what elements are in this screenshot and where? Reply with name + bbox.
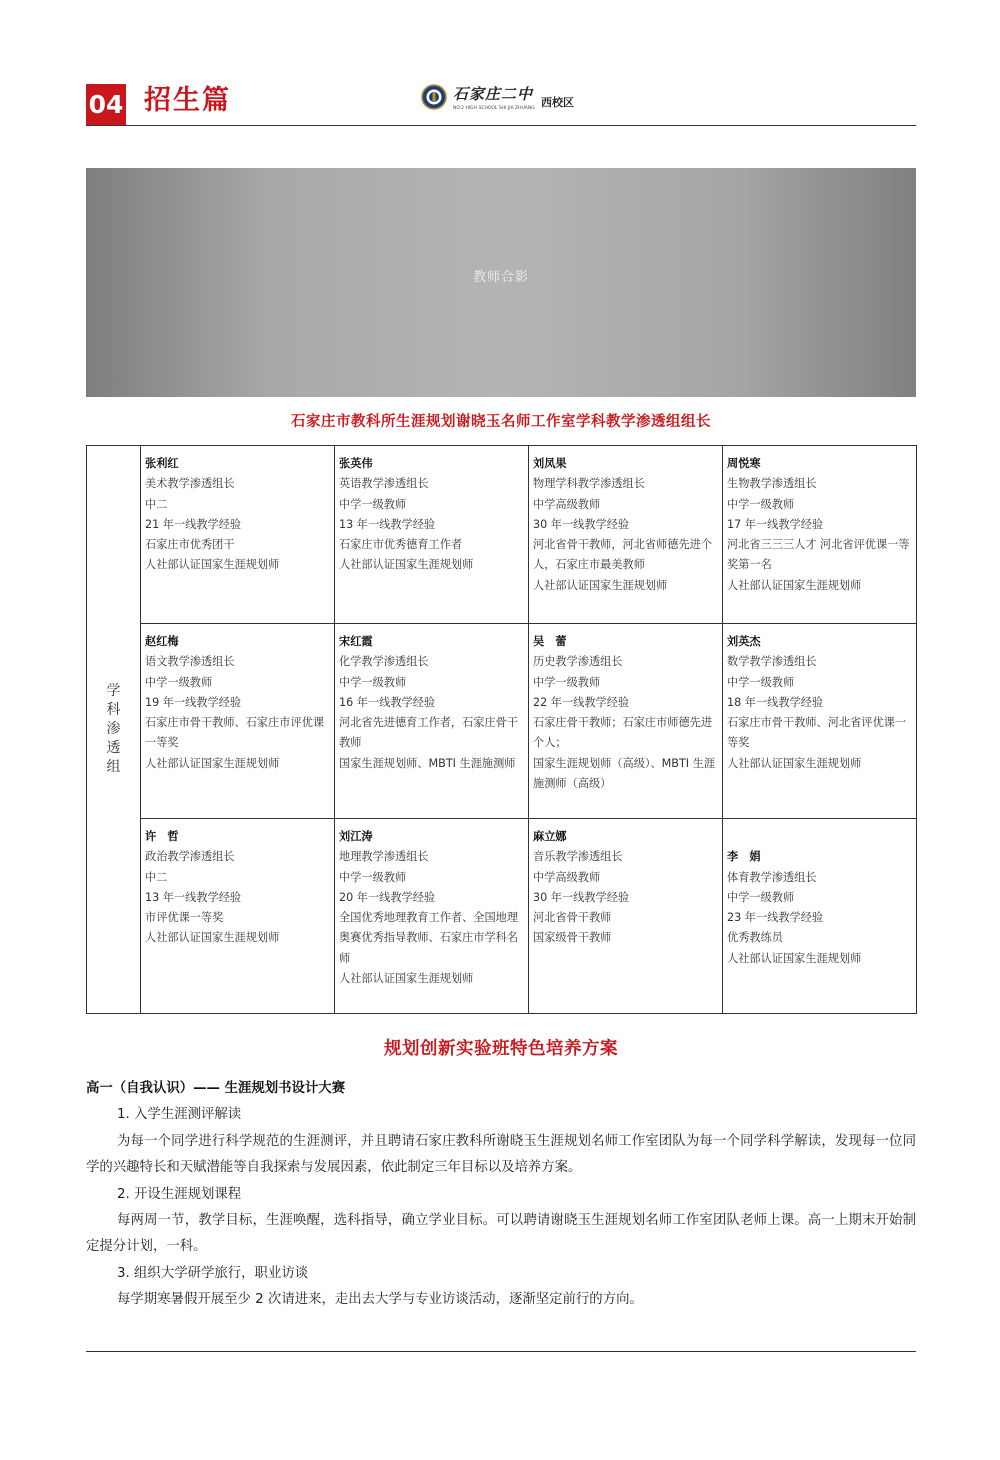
teacher-detail: 中学一级教师: [727, 497, 795, 511]
school-logo: [421, 84, 621, 120]
page-number: 04: [86, 84, 126, 126]
header-rule: [86, 125, 916, 126]
group-label: 学科渗透组: [106, 683, 121, 775]
teacher-name: 麻立娜: [533, 830, 567, 843]
teacher-detail: 中学一级教师: [339, 497, 407, 511]
teacher-name: 许 哲: [145, 830, 179, 843]
photo-placeholder-label: 教师合影: [472, 270, 529, 285]
teacher-detail: 中学一级教师: [339, 870, 407, 884]
plan-title: 规划创新实验班特色培养方案: [384, 1039, 618, 1059]
plan-heading: 高一（自我认识）—— 生涯规划书设计大赛: [86, 1081, 346, 1096]
teacher-name: 张英伟: [339, 457, 373, 470]
plan-item-title: 3. 组织大学研学旅行，职业访谈: [117, 1265, 309, 1281]
teacher-detail: 中二: [145, 870, 168, 884]
campus-name: 西校区: [541, 96, 574, 109]
table-row: [87, 819, 917, 1014]
teacher-detail: 人社部认证国家生涯规划师: [727, 756, 862, 770]
table-row: [87, 446, 917, 624]
teacher-detail: 河北省三三三人才 河北省评优课一等奖第一名: [727, 538, 910, 572]
page-header: [86, 78, 916, 126]
teacher-detail: 国家生涯规划师、MBTI 生涯施测师: [339, 756, 516, 770]
section-title: 招生篇: [144, 85, 231, 116]
teacher-detail: 人社部认证国家生涯规划师: [727, 578, 862, 592]
teacher-detail: 人社部认证国家生涯规划师: [145, 931, 280, 945]
teacher-name: 吴 蕾: [533, 635, 567, 648]
teacher-cell: [335, 819, 529, 1014]
footer-rule: [86, 1351, 916, 1352]
group-label-cell: [87, 446, 141, 1014]
teacher-cell: [335, 446, 529, 624]
teacher-cell: [141, 446, 335, 624]
teacher-detail: 河北省骨干教师，河北省师德先进个人，石家庄市最美教师: [533, 538, 713, 572]
teacher-detail: 17 年一线教学经验: [727, 517, 824, 531]
teacher-detail: 河北省骨干教师: [533, 911, 612, 925]
teacher-detail: 化学教学渗透组长: [339, 655, 429, 669]
teacher-cell: [529, 819, 723, 1014]
teacher-detail: 石家庄市骨干教师、石家庄市评优课一等奖: [145, 716, 325, 750]
teacher-cell: [141, 624, 335, 819]
teacher-detail: 中学一级教师: [727, 675, 795, 689]
teacher-detail: 人社部认证国家生涯规划师: [145, 558, 280, 572]
spacer: [727, 827, 914, 847]
teacher-detail: 中学一级教师: [533, 675, 601, 689]
teacher-cell: [335, 624, 529, 819]
plan-items: [86, 1102, 916, 1313]
teacher-name: 李 娟: [727, 850, 761, 864]
teacher-detail: 中学一级教师: [727, 890, 795, 904]
teacher-name: 周悦寒: [727, 457, 761, 470]
teacher-detail: 国家生涯规划师（高级）、MBTI 生涯施测师（高级）: [533, 756, 716, 791]
teacher-detail: 河北省先进德育工作者，石家庄骨干教师: [339, 716, 519, 750]
teacher-detail: 全国优秀地理教育工作者、全国地理奥赛优秀指导教师、石家庄市学科名师: [339, 911, 519, 965]
plan-item-title: 1. 入学生涯测评解读: [117, 1107, 242, 1123]
teacher-cell: [529, 624, 723, 819]
teacher-name: 宋红霞: [339, 635, 373, 648]
teacher-detail: 国家级骨干教师: [533, 931, 612, 945]
teacher-detail: 体育教学渗透组长: [727, 870, 817, 884]
teacher-detail: 石家庄市骨干教师、河北省评优课一等奖: [727, 716, 907, 750]
teacher-detail: 市评优课一等奖: [145, 911, 224, 925]
teacher-detail: 中学高级教师: [533, 870, 601, 884]
teacher-detail: 英语教学渗透组长: [339, 477, 429, 491]
teacher-detail: 语文教学渗透组长: [145, 655, 235, 669]
teacher-detail: 22 年一线教学经验: [533, 695, 630, 709]
teacher-detail: 物理学科教学渗透组长: [533, 477, 645, 491]
teacher-name: 赵红梅: [145, 635, 179, 648]
plan-item-title: 2. 开设生涯规划课程: [117, 1186, 242, 1202]
teacher-detail: 政治教学渗透组长: [145, 850, 235, 864]
group-photo: [86, 168, 916, 397]
teacher-cell: [723, 819, 917, 1014]
teacher-detail: 19 年一线教学经验: [145, 695, 242, 709]
teacher-table: [86, 445, 917, 1014]
teacher-detail: 石家庄市优秀团干: [145, 538, 235, 552]
table-row: [87, 624, 917, 819]
teacher-detail: 人社部认证国家生涯规划师: [339, 558, 474, 572]
plan-body: [86, 1076, 916, 1314]
teacher-detail: 优秀教练员: [727, 931, 783, 945]
teacher-name: 张利红: [145, 457, 179, 470]
teacher-detail: 石家庄市优秀德育工作者: [339, 538, 463, 552]
teacher-cell: [723, 446, 917, 624]
teacher-detail: 30 年一线教学经验: [533, 517, 630, 531]
school-emblem-icon: [421, 84, 447, 110]
school-english-name: NO.2 HIGH SCHOOL SHI JIA ZHUANG: [453, 106, 535, 111]
teacher-detail: 16 年一线教学经验: [339, 695, 436, 709]
photo-caption: 石家庄市教科所生涯规划谢晓玉名师工作室学科教学渗透组组长: [291, 414, 711, 430]
teacher-name: 刘英杰: [727, 635, 761, 648]
teacher-detail: 20 年一线教学经验: [339, 890, 436, 904]
teacher-detail: 人社部认证国家生涯规划师: [145, 756, 280, 770]
teacher-detail: 生物教学渗透组长: [727, 477, 817, 491]
teacher-detail: 中学一级教师: [339, 675, 407, 689]
teacher-detail: 13 年一线教学经验: [339, 517, 436, 531]
teacher-detail: 23 年一线教学经验: [727, 911, 824, 925]
teacher-detail: 人社部认证国家生涯规划师: [339, 972, 474, 986]
school-name: 石家庄二中: [453, 85, 534, 103]
teacher-detail: 中二: [145, 497, 168, 511]
teacher-name: 刘凤果: [533, 457, 567, 470]
teacher-name: 刘江涛: [339, 830, 373, 843]
teacher-cell: [141, 819, 335, 1014]
teacher-detail: 美术教学渗透组长: [145, 477, 235, 491]
teacher-detail: 数学教学渗透组长: [727, 655, 817, 669]
plan-item-text: 为每一个同学进行科学规范的生涯测评，并且聘请石家庄教科所谢晓玉生涯规划名师工作室团队为每一个同学科学解读，发现每一位同学的兴趣特长和天赋潜能等自我探索与发展因素，依此制定三年目标以及培养方案。: [86, 1133, 916, 1176]
teacher-detail: 中学一级教师: [145, 675, 213, 689]
teacher-detail: 历史教学渗透组长: [533, 655, 623, 669]
teacher-detail: 人社部认证国家生涯规划师: [727, 951, 862, 965]
teacher-detail: 地理教学渗透组长: [339, 850, 429, 864]
teacher-detail: 13 年一线教学经验: [145, 890, 242, 904]
teacher-cell: [529, 446, 723, 624]
teacher-detail: 21 年一线教学经验: [145, 517, 242, 531]
plan-item-text: 每两周一节，教学目标，生涯唤醒，选科指导，确立学业目标。可以聘请谢晓玉生涯规划名师工作室团队老师上课。高一上期末开始制定提分计划，一科。: [86, 1213, 916, 1255]
teacher-detail: 音乐教学渗透组长: [533, 850, 623, 864]
teacher-detail: 30 年一线教学经验: [533, 890, 630, 904]
teacher-detail: 石家庄骨干教师；石家庄市师德先进个人；: [533, 716, 713, 750]
teacher-cell: [723, 624, 917, 819]
teacher-detail: 18 年一线教学经验: [727, 695, 824, 709]
teacher-detail: 中学高级教师: [533, 497, 601, 511]
teacher-detail: 人社部认证国家生涯规划师: [533, 578, 668, 592]
plan-item-text: 每学期寒暑假开展至少 2 次请进来，走出去大学与专业访谈活动，逐渐坚定前行的方向。: [117, 1292, 643, 1308]
